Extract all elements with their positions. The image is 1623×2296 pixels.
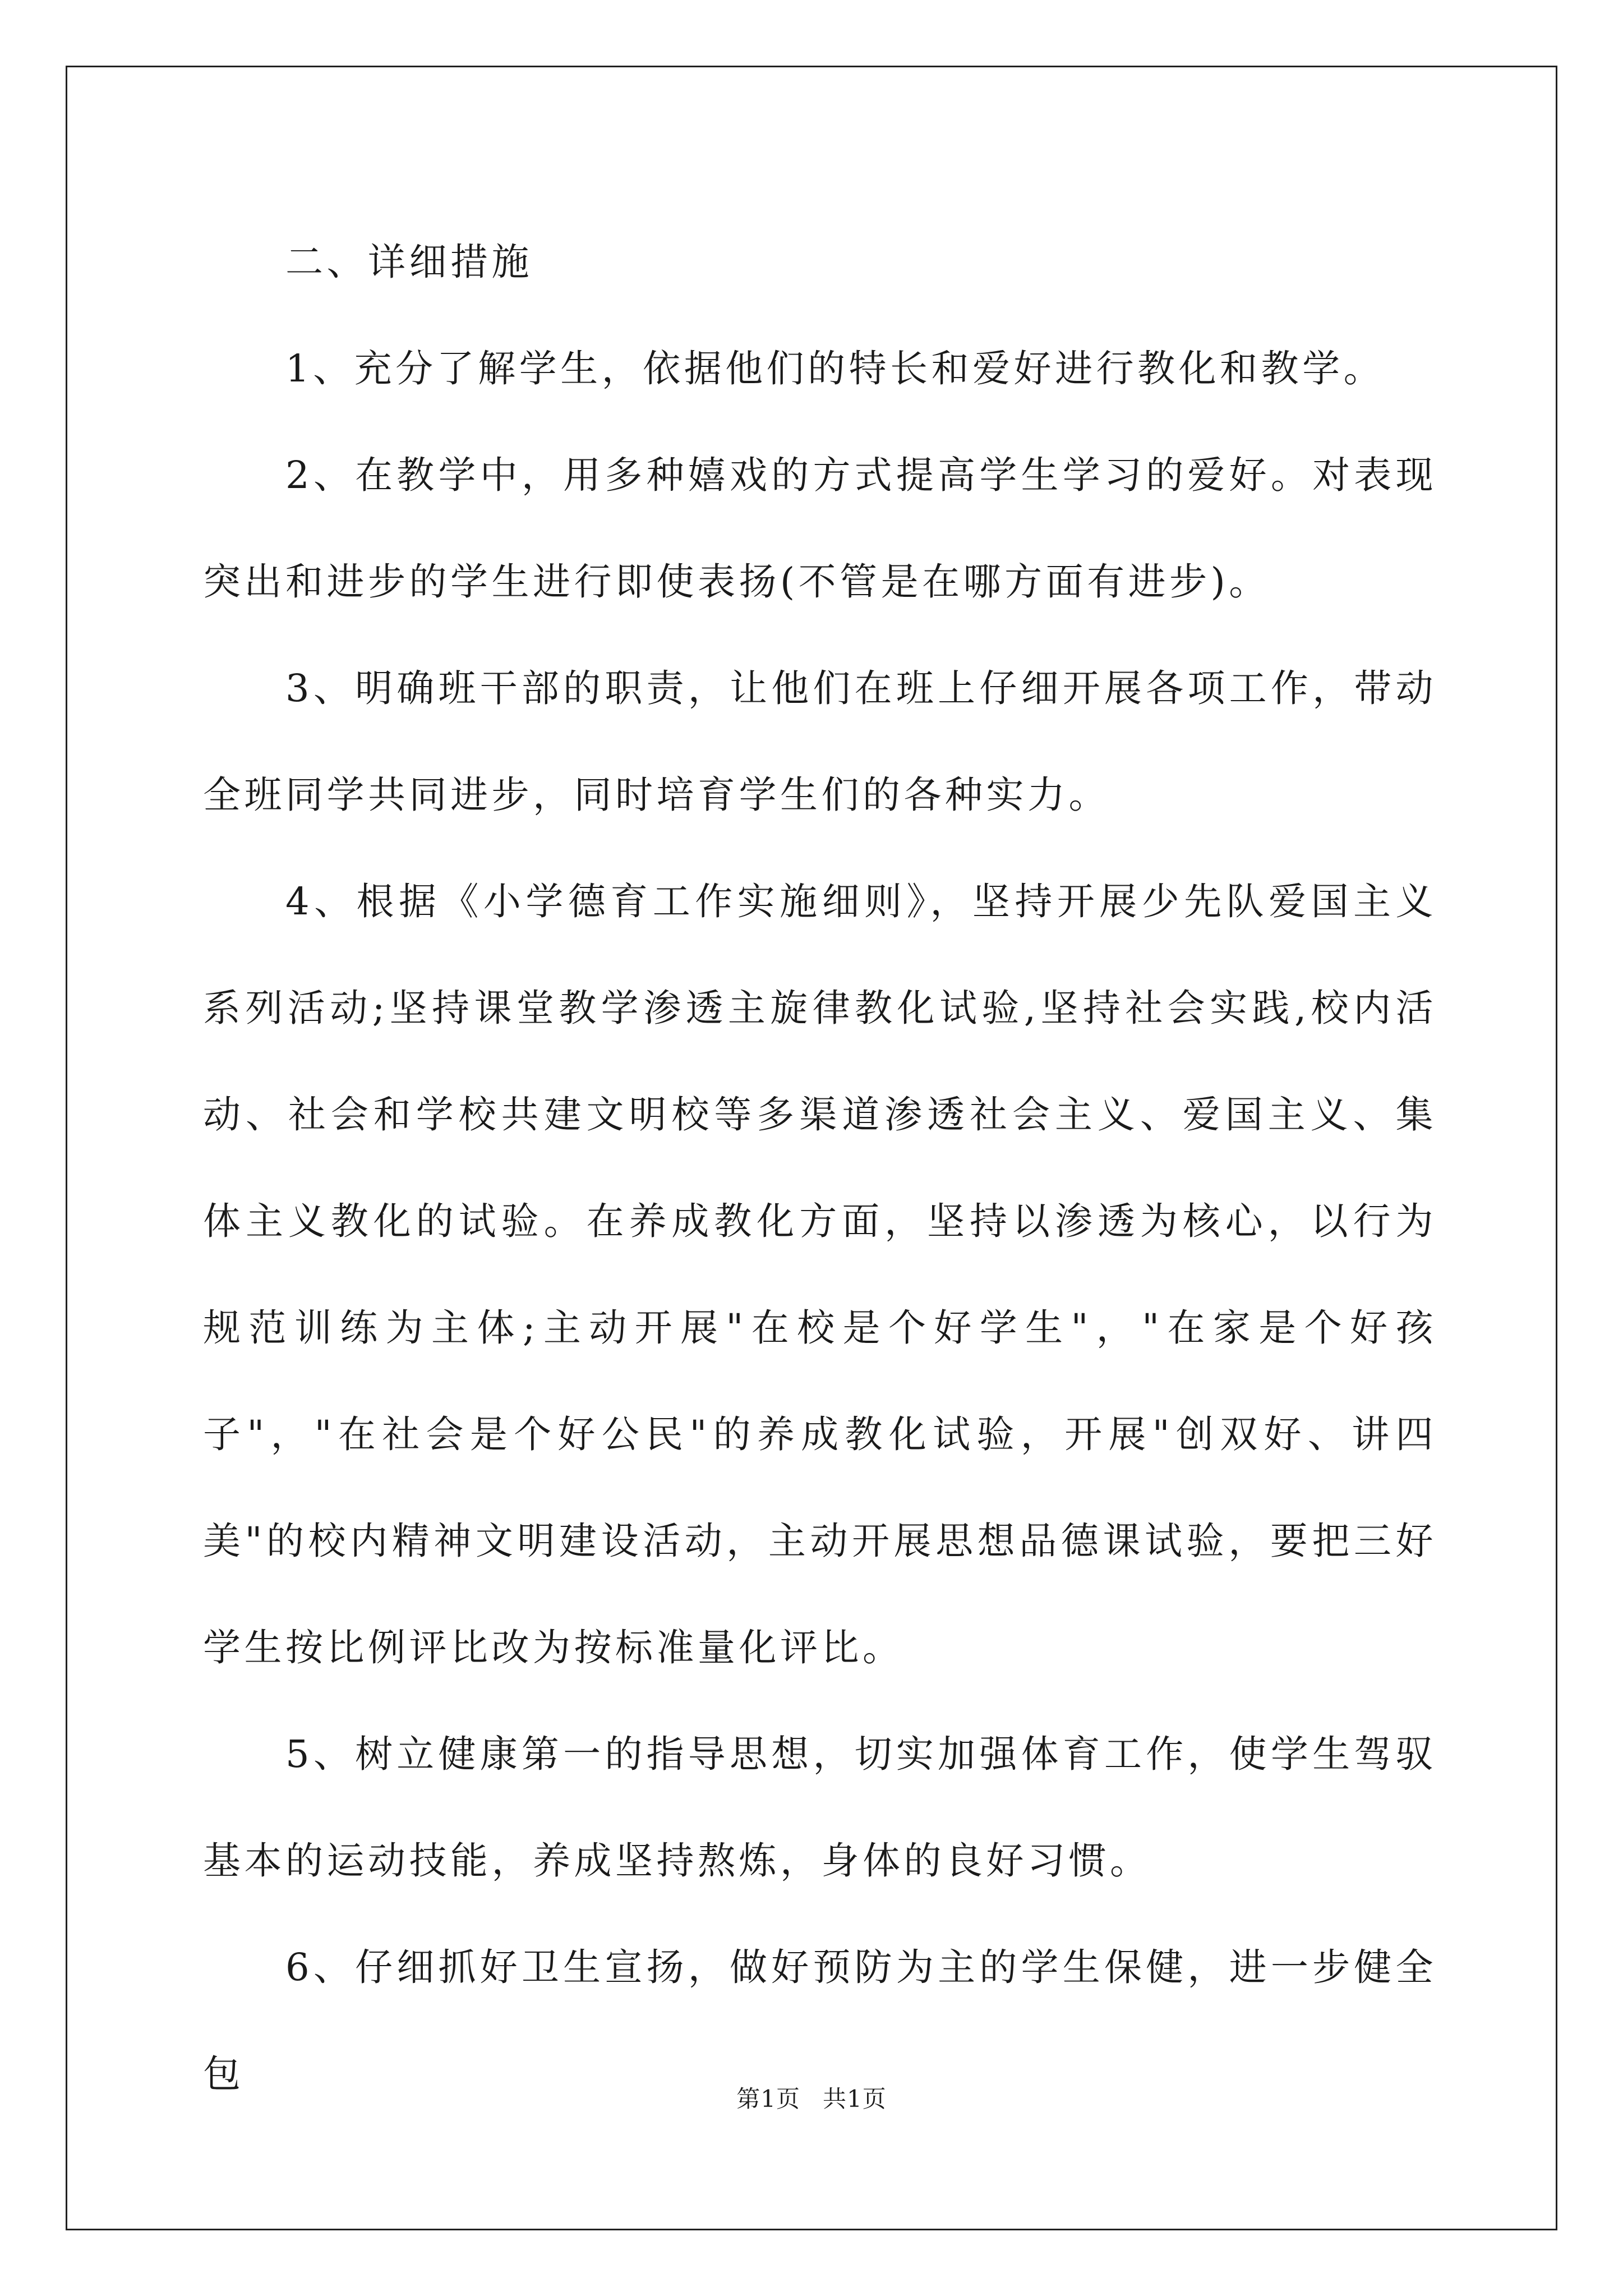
paragraph-6: 6、仔细抓好卫生宣扬，做好预防为主的学生保健，进一步健全包 — [203, 1945, 1437, 2096]
paragraph-2: 2、在教学中，用多种嬉戏的方式提高学生学习的爱好。对表现突出和进步的学生进行即使表扬(不管是在哪方面有进步)。 — [203, 453, 1437, 604]
paragraph-5: 5、树立健康第一的指导思想，切实加强体育工作，使学生驾驭基本的运动技能，养成坚持熬炼，身体的良好习惯。 — [203, 1732, 1437, 1883]
paragraph-1: 1、充分了解学生，依据他们的特长和爱好进行教化和教学。 — [285, 347, 1385, 390]
document-body — [203, 209, 1437, 2127]
section-heading: 二、详细措施 — [285, 240, 533, 284]
page-number: 第1页 — [736, 2085, 800, 2113]
page-footer — [0, 2082, 1623, 2116]
paragraph-3: 3、明确班干部的职责，让他们在班上仔细开展各项工作，带动全班同学共同进步，同时培育学生们的各种实力。 — [203, 666, 1437, 817]
page-total: 共1页 — [823, 2085, 887, 2113]
paragraph-4: 4、根据《小学德育工作实施细则》，坚持开展少先队爱国主义系列活动;坚持课堂教学渗透主旋律教化试验,坚持社会实践,校内活动、社会和学校共建文明校等多渠道渗透社会主义、爱国主义、集体主义教化的试验。在养成教化方面，坚持以渗透为核心，以行为规范训练为主体;主动开展"在校是个好学生"，"在家是个好孩子"，"在社会是个好公民"的养成教化试验，开展"创双好、讲四美"的校内精神文明建设活动，主动开展思想品德课试验，要把三好学生按比例评比改为按标准量化评比。 — [203, 880, 1437, 1669]
